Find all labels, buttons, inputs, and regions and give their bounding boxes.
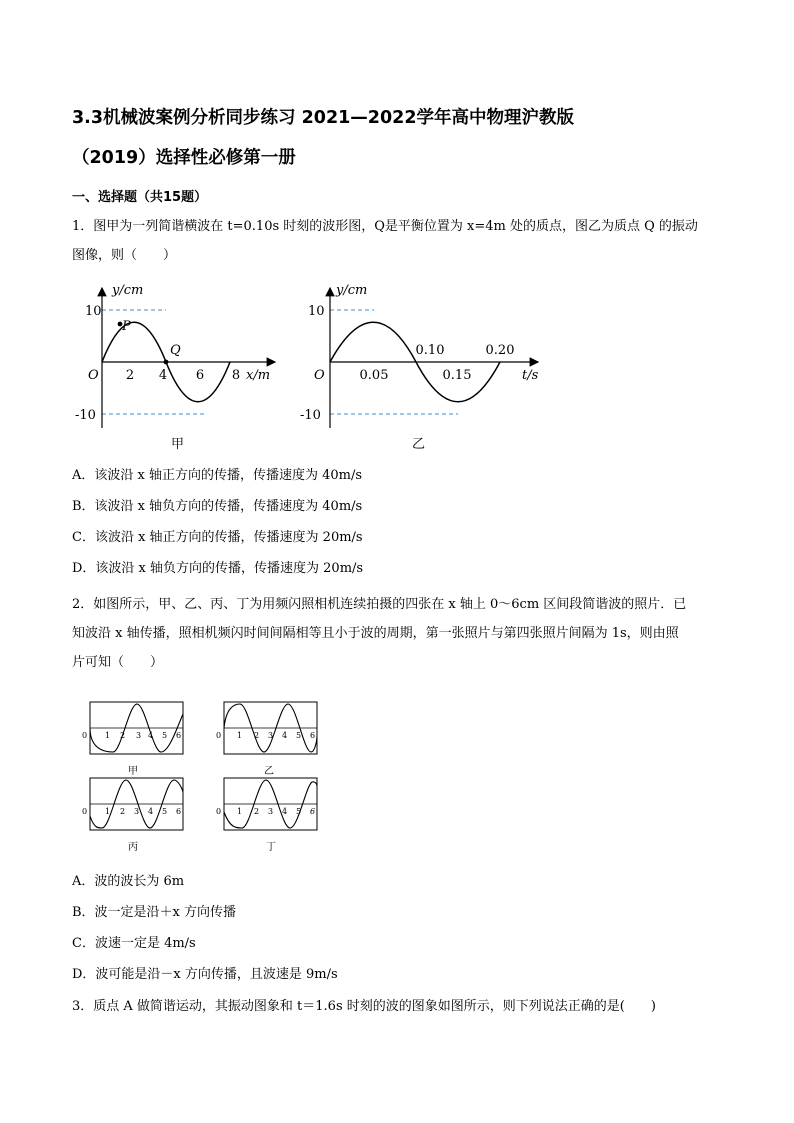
q2c-caption: 丙	[128, 842, 138, 853]
q2b-caption: 乙	[264, 766, 274, 777]
q2c-tick: 0	[82, 807, 88, 816]
q1-option-a[interactable]: A．该波沿 x 轴正方向的传播，传播速度为 40m/s	[72, 468, 363, 483]
q1a-origin: O	[88, 368, 99, 383]
q2a-tick: 2	[120, 731, 126, 740]
q2b-tick: 6	[310, 731, 316, 740]
q1-wave-graph-a	[70, 278, 290, 438]
q1-option-c[interactable]: C．该波沿 x 轴正方向的传播，传播速度为 20m/s	[72, 530, 363, 545]
page-title-line1: 3.3机械波案例分析同步练习 2021—2022学年高中物理沪教版	[72, 108, 575, 128]
q1a-y-bottom: -10	[75, 408, 96, 423]
q1-option-b[interactable]: B．该波沿 x 轴负方向的传播，传播速度为 40m/s	[72, 499, 363, 514]
q1a-y-top: 10	[85, 304, 102, 319]
q2a-caption: 甲	[128, 766, 138, 777]
q2d-tick: 1	[237, 807, 243, 816]
q2c-tick: 2	[120, 807, 126, 816]
q1b-xtick: 0.05	[359, 368, 389, 383]
q2c-tick: 3	[134, 807, 140, 816]
q2-photo-panel-a	[78, 700, 190, 760]
q2d-caption: 丁	[266, 842, 276, 853]
q2b-tick: 2	[254, 731, 260, 740]
q2a-tick: 0	[82, 731, 88, 740]
q2-photo-panel-d	[212, 776, 324, 836]
q2a-tick: 1	[105, 731, 111, 740]
q2b-tick: 4	[282, 731, 288, 740]
q1a-xtick: 2	[125, 368, 135, 383]
q1b-xtick: 0.15	[442, 368, 472, 383]
q2c-tick: 1	[105, 807, 111, 816]
section-heading: 一、选择题（共15题）	[72, 190, 208, 205]
q1b-caption: 乙	[412, 437, 426, 452]
q2d-tick: 3	[268, 807, 274, 816]
q2-stem-line3: 片可知（ ）	[72, 655, 164, 670]
q2a-tick: 3	[136, 731, 142, 740]
q2b-tick: 0	[216, 731, 222, 740]
q2a-tick: 4	[148, 731, 154, 740]
q2d-tick: 6	[310, 807, 316, 816]
q1a-label-p: P	[122, 319, 131, 334]
q2-stem-line1: 2．如图所示，甲、乙、丙、丁为用频闪照相机连续拍摄的四张在 x 轴上 0～6cm 区间段简谐波的照片．已	[72, 597, 687, 612]
q1a-xtick: 8	[231, 368, 241, 383]
q3-stem: 3．质点 A 做简谐运动，其振动图象和 t＝1.6s 时刻的波的图象如图所示，则下列说法正确的是( )	[72, 999, 656, 1014]
q2c-tick: 5	[162, 807, 168, 816]
q2c-tick: 6	[176, 807, 182, 816]
q2-option-a[interactable]: A．波的波长为 6m	[72, 874, 185, 889]
q2c-tick: 4	[148, 807, 154, 816]
q1b-xtick: 0.10	[415, 343, 445, 358]
q2d-tick: 5	[296, 807, 302, 816]
q1-wave-graph-b	[300, 278, 550, 438]
q2-option-b[interactable]: B．波一定是沿＋x 方向传播	[72, 905, 237, 920]
q1b-ylabel: y/cm	[336, 283, 368, 298]
q1a-ylabel: y/cm	[112, 283, 144, 298]
q2-option-d[interactable]: D．波可能是沿－x 方向传播，且波速是 9m/s	[72, 967, 338, 982]
q2-photo-panel-c	[78, 776, 190, 836]
q1a-xtick: 4	[158, 368, 168, 383]
q2b-tick: 5	[296, 731, 302, 740]
q2-option-c[interactable]: C．波速一定是 4m/s	[72, 936, 196, 951]
q2b-tick: 1	[237, 731, 243, 740]
q2-stem-line2: 知波沿 x 轴传播，照相机频闪时间间隔相等且小于波的周期，第一张照片与第四张照片间隔为 1s，则由照	[72, 626, 679, 641]
q2a-tick: 6	[176, 731, 182, 740]
q1b-y-bottom: -10	[300, 408, 321, 423]
q2b-tick: 3	[268, 731, 274, 740]
q1b-xtick: 0.20	[485, 343, 515, 358]
q2a-tick: 5	[162, 731, 168, 740]
q2-photo-panel-b	[212, 700, 324, 760]
q2d-tick: 0	[216, 807, 222, 816]
q1b-y-top: 10	[308, 304, 325, 319]
q1b-xlabel: t/s	[522, 368, 539, 383]
q1a-point-q	[164, 360, 169, 365]
q1-stem-line1: 1．图甲为一列简谐横波在 t=0.10s 时刻的波形图，Q是平衡位置为 x=4m 处的质点，图乙为质点 Q 的振动	[72, 219, 698, 234]
page-title-line2: （2019）选择性必修第一册	[72, 148, 296, 168]
q2d-tick: 4	[282, 807, 288, 816]
q1a-xlabel: x/m	[246, 368, 271, 383]
q1-option-d[interactable]: D．该波沿 x 轴负方向的传播，传播速度为 20m/s	[72, 561, 364, 576]
q1b-origin: O	[314, 368, 325, 383]
q1-stem-line2: 图像，则（ ）	[72, 248, 177, 263]
q1a-xtick: 6	[195, 368, 205, 383]
q1a-label-q: Q	[170, 343, 181, 358]
q2d-tick: 2	[254, 807, 260, 816]
q1a-caption: 甲	[171, 437, 185, 452]
